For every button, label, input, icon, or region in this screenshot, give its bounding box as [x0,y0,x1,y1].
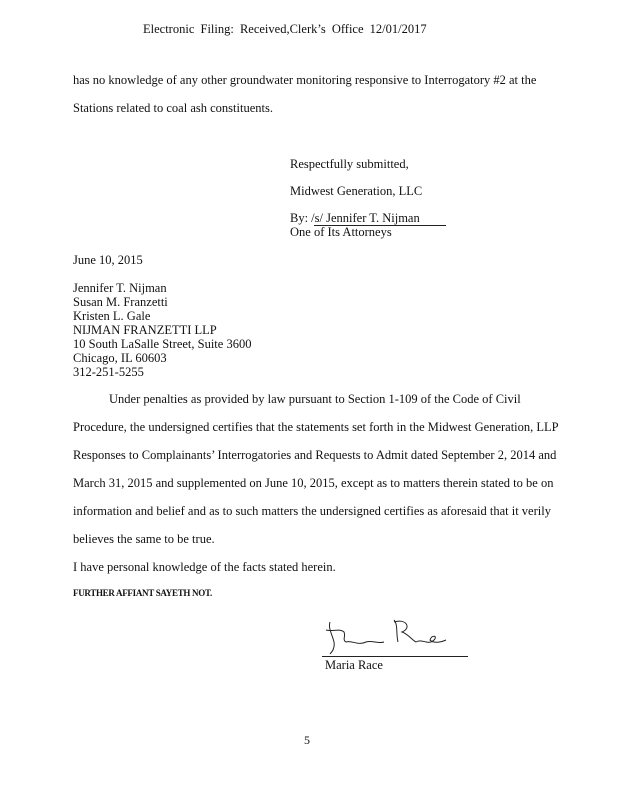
verification-line-1: Under penalties as provided by law pursuant to Section 1-109 of the Code of Civil [109,392,521,406]
counsel-name-1: Jennifer T. Nijman [73,281,167,295]
verification-line-3: Responses to Complainants’ Interrogatories and Requests to Admit dated September 2, 2014 and [73,448,557,462]
firm-street: 10 South LaSalle Street, Suite 3600 [73,337,252,351]
intro-line-1: has no knowledge of any other groundwater monitoring responsive to Interrogatory #2 at the [73,73,537,87]
page-number: 5 [304,733,310,747]
counsel-name-3: Kristen L. Gale [73,309,151,323]
verification-line-4: March 31, 2015 and supplemented on June 10, 2015, except as to matters therein stated to be on [73,476,554,490]
verification-line-6: believes the same to be true. [73,532,215,546]
personal-knowledge-statement: I have personal knowledge of the facts stated herein. [73,560,336,574]
closing-role: One of Its Attorneys [290,225,392,239]
verification-line-2: Procedure, the undersigned certifies that the statements set forth in the Midwest Generation, LLP [73,420,559,434]
affiant-statement: FURTHER AFFIANT SAYETH NOT. [73,588,212,598]
firm-phone: 312-251-5255 [73,365,144,379]
intro-line-2: Stations related to coal ash constituents. [73,101,273,115]
verification-line-5: information and belief and as to such matters the undersigned certifies as aforesaid that it verily [73,504,551,518]
law-firm-name: NIJMAN FRANZETTI LLP [73,323,217,337]
firm-city: Chicago, IL 60603 [73,351,167,365]
counsel-name-2: Susan M. Franzetti [73,295,168,309]
filing-header: Electronic Filing: Received,Clerk’s Office 12/01/2017 [143,22,427,36]
closing-by-line: By: /s/ Jennifer T. Nijman [290,211,420,225]
document-date: June 10, 2015 [73,253,143,267]
signature-line [322,656,468,657]
closing-company: Midwest Generation, LLC [290,184,423,198]
closing-respectfully: Respectfully submitted, [290,157,409,171]
signer-name: Maria Race [325,658,383,672]
handwritten-signature [322,612,462,656]
